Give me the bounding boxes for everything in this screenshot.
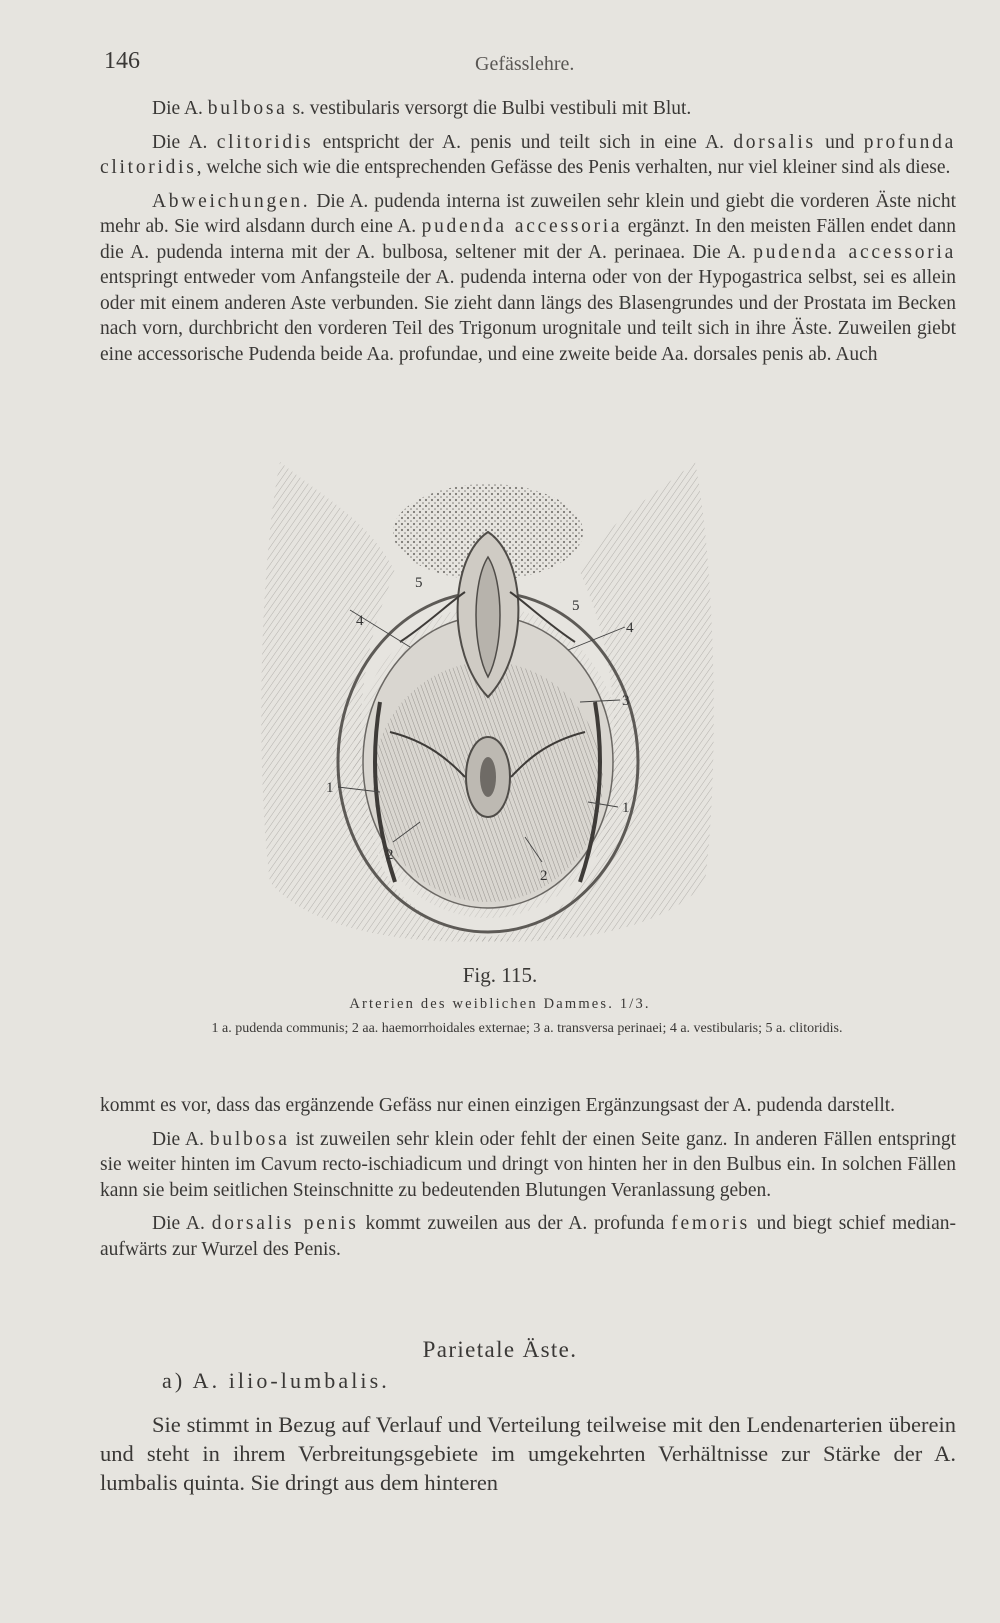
- page-number: 146: [104, 48, 140, 74]
- fig-label-3: 3: [622, 693, 630, 709]
- paragraph-ilio-lumbalis: Sie stimmt in Bezug auf Verlauf und Verteilung teilweise mit den Lendenarterien überein und steht in ihrem Verbreitungsgebiete im umgekehrten Verhältnisse zur Stärke der A. lumbalis quinta. Sie dringt aus dem hinteren: [100, 1412, 956, 1495]
- paragraph-clitoridis: Die A. clitoridis entspricht der A. penis und teilt sich in eine A. dorsalis und profunda clitoridis, welche sich wie die entsprechenden Gefässe des Penis verhalten, nur viel kleiner sind als diese.: [100, 131, 956, 178]
- figure-number: Fig. 115.: [462, 963, 538, 987]
- fig-label-2-right: 2: [540, 868, 548, 884]
- top-text-block: [100, 96, 956, 375]
- fig-label-2-left: 2: [386, 847, 394, 863]
- figure-title: Arterien des weiblichen Dammes. 1/3.: [349, 996, 651, 1012]
- paragraph-bulbosa-variation: Die A. bulbosa ist zuweilen sehr klein oder fehlt der einen Seite ganz. In anderen Fällen entspringt sie weiter hinten im Cavum recto-ischiadicum und dringt von hinten her in den Bulbus ein. In solchen Fällen kann sie beim seitlichen Steinschnitte zu bedeutenden Blutungen Veranlassung geben.: [100, 1128, 956, 1201]
- anatomical-illustration: [250, 462, 725, 960]
- running-head: Gefässlehre.: [475, 53, 575, 75]
- page-header: [0, 44, 1000, 84]
- fig-label-5-left: 5: [415, 575, 423, 591]
- section-heading: Parietale Äste.: [422, 1337, 578, 1362]
- paragraph-continuation: kommt es vor, dass das ergänzende Gefäss nur einen einzigen Ergänzungsast der A. pudenda darstellt.: [100, 1095, 896, 1116]
- fig-label-4-right: 4: [626, 620, 634, 636]
- fig-label-5-right: 5: [572, 598, 580, 614]
- paragraph-abweichungen: Abweichungen. Die A. pudenda interna ist zuweilen sehr klein und giebt die vorderen Äste nicht mehr ab. Sie wird alsdann durch eine A. pudenda accessoria ergänzt. In den meisten Fällen endet dann die A. pudenda interna mit der A. bulbosa, seltener mit der A. perinaea. Die A. pudenda accessoria entspringt entweder vom Anfangsteile der A. pudenda interna oder von der Hypogastrica selbst, sei es allein oder mit einem anderen Aste verbunden. Sie zieht dann längs des Blasengrundes und der Prostata im Becken nach vorn, durchbricht den vorderen Teil des Trigonum urognitale und teilt sich in ihre Äste. Zuweilen giebt eine accessorische Pudenda beide Aa. profundae, und eine zweite beide Aa. dorsales penis ab. Auch: [100, 190, 956, 365]
- fig-label-1-left: 1: [326, 780, 334, 796]
- subsection-heading: a) A. ilio-lumbalis.: [162, 1368, 390, 1393]
- bottom-text-block: [100, 1410, 956, 1505]
- paragraph-dorsalis-penis: Die A. dorsalis penis kommt zuweilen aus der A. profunda femoris und biegt schief median-aufwärts zur Wurzel des Penis.: [100, 1213, 956, 1260]
- fig-label-4-left: 4: [356, 613, 364, 629]
- middle-text-block: [100, 1093, 956, 1270]
- fig-label-1-right: 1: [622, 800, 630, 816]
- figure-legend: 1 a. pudenda communis; 2 aa. haemorrhoidales externae; 3 a. transversa perinaei; 4 a. vestibularis; 5 a. clitoridis.: [211, 1021, 843, 1036]
- paragraph-bulbosa: Die A. bulbosa s. vestibularis versorgt die Bulbi vestibuli mit Blut.: [152, 98, 692, 119]
